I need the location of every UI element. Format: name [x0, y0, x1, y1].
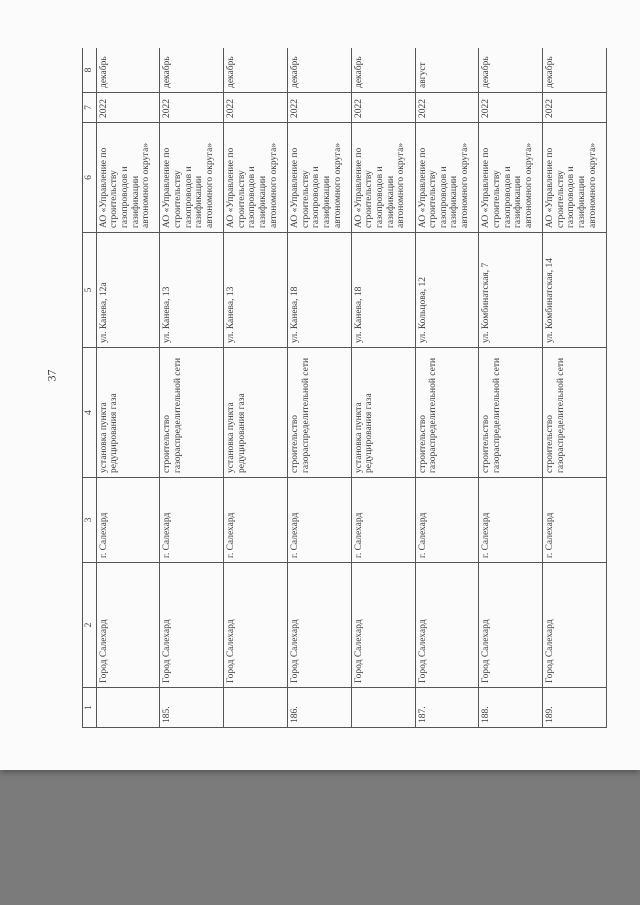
municipality-cell: Город Салехард [160, 563, 224, 688]
work-cell: строительство газораспределительной сети [288, 348, 352, 478]
year-cell: 2022 [160, 93, 224, 123]
settlement-cell: г. Салехард [96, 478, 160, 563]
settlement-cell: г. Салехард [543, 478, 607, 563]
municipality-cell: Город Салехард [288, 563, 352, 688]
settlement-cell: г. Салехард [479, 478, 543, 563]
year-cell: 2022 [224, 93, 288, 123]
organization-cell: АО «Управление по строительству газопроводов и газификации автономного округа» [288, 123, 352, 233]
table-row [351, 48, 415, 728]
organization-cell: АО «Управление по строительству газопроводов и газификации автономного округа» [543, 123, 607, 233]
address-cell: ул. Канева, 13 [160, 233, 224, 348]
row-number [224, 688, 288, 728]
organization-cell: АО «Управление по строительству газопроводов и газификации автономного округа» [351, 123, 415, 233]
column-number-row [83, 48, 97, 728]
row-number: 187. [415, 688, 479, 728]
settlement-cell: г. Салехард [415, 478, 479, 563]
municipality-cell: Город Салехард [96, 563, 160, 688]
organization-cell: АО «Управление по строительству газопроводов и газификации автономного округа» [96, 123, 160, 233]
municipality-cell: Город Салехард [351, 563, 415, 688]
table-row [288, 48, 352, 728]
column-number: 3 [83, 478, 97, 563]
table-viewport [82, 48, 607, 728]
address-cell: ул. Кольцова, 12 [415, 233, 479, 348]
table-body [96, 48, 606, 728]
municipality-cell: Город Салехард [224, 563, 288, 688]
column-number: 5 [83, 233, 97, 348]
work-cell: установка пункта редуцирования газа [224, 348, 288, 478]
month-cell: декабрь [288, 48, 352, 93]
work-cell: строительство газораспределительной сети [543, 348, 607, 478]
work-cell: установка пункта редуцирования газа [96, 348, 160, 478]
row-number: 189. [543, 688, 607, 728]
column-number: 1 [83, 688, 97, 728]
work-cell: строительство газораспределительной сети [479, 348, 543, 478]
page-number: 37 [44, 369, 59, 382]
column-number: 4 [83, 348, 97, 478]
municipality-cell: Город Салехард [415, 563, 479, 688]
year-cell: 2022 [288, 93, 352, 123]
row-number [351, 688, 415, 728]
organization-cell: АО «Управление по строительству газопроводов и газификации автономного округа» [479, 123, 543, 233]
row-number [96, 688, 160, 728]
year-cell: 2022 [543, 93, 607, 123]
address-cell: ул. Канева, 18 [288, 233, 352, 348]
month-cell: декабрь [160, 48, 224, 93]
row-number: 186. [288, 688, 352, 728]
organization-cell: АО «Управление по строительству газопроводов и газификации автономного округа» [224, 123, 288, 233]
month-cell: декабрь [479, 48, 543, 93]
municipality-cell: Город Салехард [543, 563, 607, 688]
month-cell: декабрь [96, 48, 160, 93]
address-cell: ул. Канева, 13 [224, 233, 288, 348]
year-cell: 2022 [479, 93, 543, 123]
address-cell: ул. Канева, 12а [96, 233, 160, 348]
settlement-cell: г. Салехард [224, 478, 288, 563]
table-row [479, 48, 543, 728]
table-row [96, 48, 160, 728]
year-cell: 2022 [415, 93, 479, 123]
settlement-cell: г. Салехард [160, 478, 224, 563]
month-cell: декабрь [351, 48, 415, 93]
column-number: 2 [83, 563, 97, 688]
address-cell: ул. Канева, 18 [351, 233, 415, 348]
address-cell: ул. Комбинатская, 7 [479, 233, 543, 348]
municipality-cell: Город Салехард [479, 563, 543, 688]
row-number: 188. [479, 688, 543, 728]
rotated-table-container [82, 48, 607, 728]
organization-cell: АО «Управление по строительству газопроводов и газификации автономного округа» [160, 123, 224, 233]
table-row [543, 48, 607, 728]
gasification-table [82, 48, 607, 728]
column-number: 7 [83, 93, 97, 123]
organization-cell: АО «Управление по строительству газопроводов и газификации автономного округа» [415, 123, 479, 233]
table-row [415, 48, 479, 728]
column-number: 8 [83, 48, 97, 93]
table-row [160, 48, 224, 728]
settlement-cell: г. Салехард [288, 478, 352, 563]
work-cell: строительство газораспределительной сети [160, 348, 224, 478]
table-row [224, 48, 288, 728]
work-cell: установка пункта редуцирования газа [351, 348, 415, 478]
row-number: 185. [160, 688, 224, 728]
settlement-cell: г. Салехард [351, 478, 415, 563]
work-cell: строительство газораспределительной сети [415, 348, 479, 478]
year-cell: 2022 [351, 93, 415, 123]
month-cell: декабрь [224, 48, 288, 93]
month-cell: декабрь [543, 48, 607, 93]
address-cell: ул. Комбинатская, 14 [543, 233, 607, 348]
year-cell: 2022 [96, 93, 160, 123]
column-number: 6 [83, 123, 97, 233]
month-cell: август [415, 48, 479, 93]
